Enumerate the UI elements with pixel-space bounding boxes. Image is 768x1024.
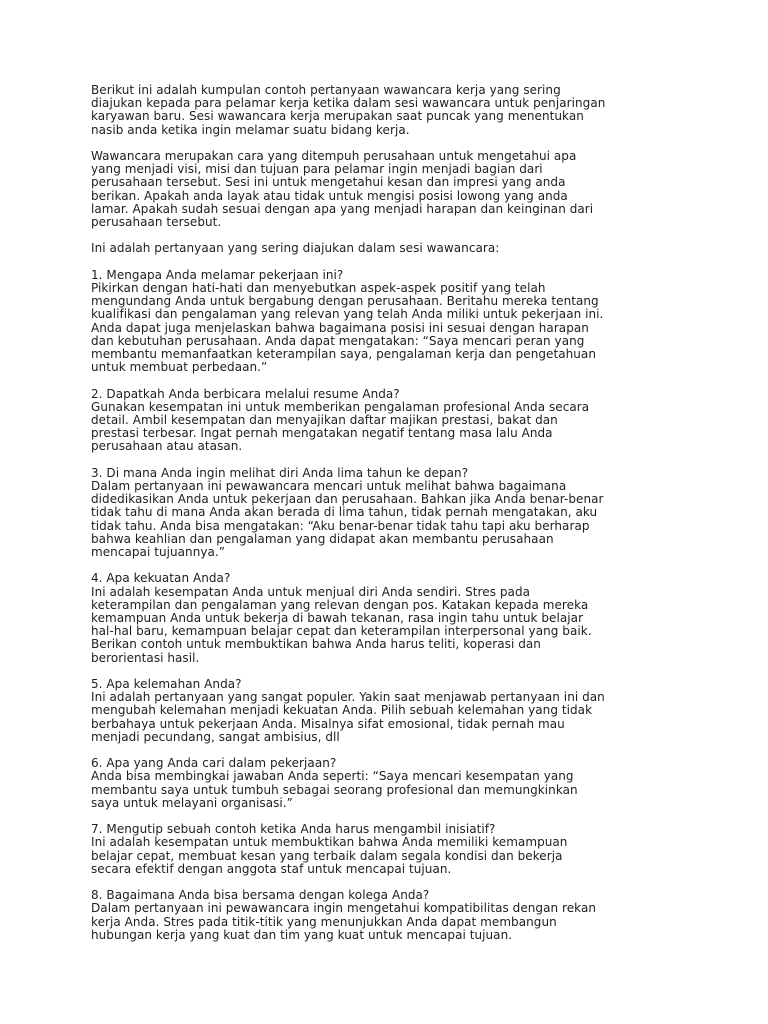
question-title: 7. Mengutip sebuah contoh ketika Anda harus mengambil inisiatif? <box>91 822 496 837</box>
question-7 <box>91 823 691 876</box>
intro-paragraph-2 <box>91 150 691 229</box>
text-line: hal-hal baru, kemampuan belajar cepat dan keterampilan interpersonal yang baik. <box>91 624 592 639</box>
text-line: karyawan baru. Sesi wawancara kerja merupakan saat puncak yang menentukan <box>91 109 584 124</box>
text-line: menjadi pecundang, sangat ambisius, dll <box>91 729 340 744</box>
text-line: prestasi terbesar. Ingat pernah mengatakan negatif tentang masa lalu Anda <box>91 426 553 441</box>
question-title: 8. Bagaimana Anda bisa bersama dengan kolega Anda? <box>91 888 430 903</box>
intro-paragraph-3 <box>91 242 691 255</box>
text-line: secara efektif dengan anggota staf untuk mencapai tujuan. <box>91 861 452 876</box>
document-page <box>91 84 691 955</box>
text-line: membantu saya untuk tumbuh sebagai seorang profesional dan memungkinkan <box>91 782 578 797</box>
text-line: yang menjadi visi, misi dan tujuan para pelamar ingin menjadi bagian dari <box>91 162 543 177</box>
text-line: perusahaan tersebut. <box>91 215 222 230</box>
text-line: hubungan kerja yang kuat dan tim yang kuat untuk mencapai tujuan. <box>91 927 513 942</box>
intro-paragraph-1 <box>91 84 691 137</box>
text-line: mengundang Anda untuk bergabung dengan perusahaan. Beritahu mereka tentang <box>91 294 599 309</box>
question-title: 1. Mengapa Anda melamar pekerjaan ini? <box>91 267 344 282</box>
text-line: berorientasi hasil. <box>91 650 200 665</box>
text-line: berbahaya untuk pekerjaan Anda. Misalnya sifat emosional, tidak pernah mau <box>91 716 565 731</box>
text-line: Ini adalah kesempatan untuk membuktikan bahwa Anda memiliki kemampuan <box>91 835 568 850</box>
text-line: Pikirkan dengan hati-hati dan menyebutkan aspek-aspek positif yang telah <box>91 281 546 295</box>
text-line: tidak tahu di mana Anda akan berada di lima tahun, tidak pernah mengatakan, aku <box>91 505 598 520</box>
text-line: dan kebutuhan perusahaan. Anda dapat mengatakan: “Saya mencari peran yang <box>91 333 585 348</box>
text-line: tidak tahu. Anda bisa mengatakan: “Aku benar-benar tidak tahu tapi aku berharap <box>91 518 590 533</box>
text-line: Anda bisa membingkai jawaban Anda seperti: “Saya mencari kesempatan yang <box>91 769 574 784</box>
question-5 <box>91 678 691 744</box>
text-line: keterampilan dan pengalaman yang relevan dengan pos. Katakan kepada mereka <box>91 597 589 612</box>
text-line: didedikasikan Anda untuk pekerjaan dan perusahaan. Bahkan jika Anda benar-benar <box>91 492 604 507</box>
question-title: 2. Dapatkah Anda berbicara melalui resume Anda? <box>91 386 400 401</box>
text-line: mencapai tujuannya.” <box>91 545 226 560</box>
text-line: saya untuk melayani organisasi.” <box>91 795 293 810</box>
text-line: diajukan kepada para pelamar kerja ketika dalam sesi wawancara untuk penjaringan <box>91 96 606 111</box>
text-line: nasib anda ketika ingin melamar suatu bidang kerja. <box>91 122 410 137</box>
text-line: belajar cepat, membuat kesan yang terbaik dalam segala kondisi dan bekerja <box>91 848 563 863</box>
question-6 <box>91 757 691 810</box>
text-line: kerja Anda. Stres pada titik-titik yang menunjukkan Anda dapat membangun <box>91 914 557 929</box>
text-line: membantu memanfaatkan keterampilan saya, pengalaman kerja dan pengetahuan <box>91 347 596 362</box>
text-line: kualifikasi dan pengalaman yang relevan yang telah Anda miliki untuk pekerjaan ini. <box>91 307 604 322</box>
text-line: Berikut ini adalah kumpulan contoh pertanyaan wawancara kerja yang sering <box>91 83 561 97</box>
text-line: Berikan contoh untuk membuktikan bahwa Anda harus teliti, koperasi dan <box>91 637 541 652</box>
question-title: 4. Apa kekuatan Anda? <box>91 571 231 586</box>
question-title: 3. Di mana Anda ingin melihat diri Anda lima tahun ke depan? <box>91 465 469 480</box>
text-line: Ini adalah kesempatan Anda untuk menjual diri Anda sendiri. Stres pada <box>91 584 531 599</box>
text-line: berikan. Apakah anda layak atau tidak untuk mengisi posisi lowong yang anda <box>91 188 568 203</box>
question-1 <box>91 269 691 375</box>
question-title: 6. Apa yang Anda cari dalam pekerjaan? <box>91 756 337 771</box>
text-line: bahwa keahlian dan pengalaman yang didapat akan membantu perusahaan <box>91 531 554 546</box>
question-3 <box>91 467 691 559</box>
text-line: Ini adalah pertanyaan yang sangat populer. Yakin saat menjawab pertanyaan ini dan <box>91 690 605 705</box>
question-4 <box>91 572 691 664</box>
question-8 <box>91 889 691 942</box>
text-line: mengubah kelemahan menjadi kekuatan Anda. Pilih sebuah kelemahan yang tidak <box>91 703 593 718</box>
text-line: kemampuan Anda untuk bekerja di bawah tekanan, rasa ingin tahu untuk belajar <box>91 611 584 626</box>
text-line: lamar. Apakah sudah sesuai dengan apa yang menjadi harapan dan keinginan dari <box>91 201 594 216</box>
question-2 <box>91 388 691 454</box>
text-line: detail. Ambil kesempatan dan menyajikan daftar majikan prestasi, bakat dan <box>91 413 558 428</box>
text-line: perusahaan tersebut. Sesi ini untuk mengetahui kesan dan impresi yang anda <box>91 175 566 190</box>
text-line: Dalam pertanyaan ini pewawancara ingin mengetahui kompatibilitas dengan rekan <box>91 901 597 916</box>
text-line: Dalam pertanyaan ini pewawancara mencari untuk melihat bahwa bagaimana <box>91 479 567 494</box>
text-line: Ini adalah pertanyaan yang sering diajukan dalam sesi wawancara: <box>91 241 500 256</box>
text-line: perusahaan atau atasan. <box>91 439 243 454</box>
text-line: Gunakan kesempatan ini untuk memberikan pengalaman profesional Anda secara <box>91 399 590 414</box>
question-title: 5. Apa kelemahan Anda? <box>91 677 242 692</box>
text-line: untuk membuat perbedaan.” <box>91 360 268 375</box>
text-line: Anda dapat juga menjelaskan bahwa bagaimana posisi ini sesuai dengan harapan <box>91 320 589 335</box>
text-line: Wawancara merupakan cara yang ditempuh perusahaan untuk mengetahui apa <box>91 149 577 163</box>
